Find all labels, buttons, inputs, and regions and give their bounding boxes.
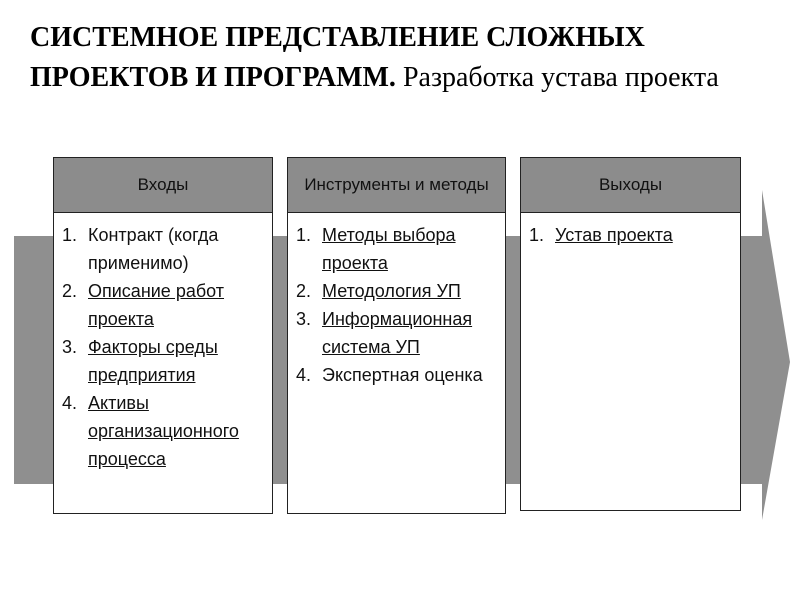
list-item: Контракт (когда применимо): [88, 225, 219, 273]
list-item: Информационная система УП: [322, 309, 473, 357]
column-header-tools-methods: Инструменты и методы: [288, 158, 505, 213]
inputs-list: [54, 213, 272, 473]
column-inputs: [53, 157, 273, 514]
column-outputs: [520, 157, 741, 511]
list-item: Экспертная оценка: [322, 365, 483, 385]
list-item: Методология УП: [322, 281, 461, 301]
column-header-inputs: Входы: [54, 158, 272, 213]
list-item: Методы выбора проекта: [322, 225, 456, 273]
slide-title: [30, 18, 770, 98]
tools-methods-list: [288, 213, 505, 389]
list-item: Факторы среды предприятия: [88, 337, 218, 385]
title-bold: СИСТЕМНОЕ ПРЕДСТАВЛЕНИЕ СЛОЖНЫХ ПРОЕКТОВ И ПРОГРАММ.: [30, 22, 645, 93]
column-header-outputs: Выходы: [521, 158, 740, 213]
outputs-list: [521, 213, 740, 249]
column-tools-methods: [287, 157, 506, 514]
title-normal: Разработка устава проекта: [402, 62, 719, 93]
list-item: Описание работ проекта: [88, 281, 225, 329]
list-item: Активы организационного процесса: [88, 393, 239, 469]
list-item: Устав проекта: [555, 225, 673, 245]
